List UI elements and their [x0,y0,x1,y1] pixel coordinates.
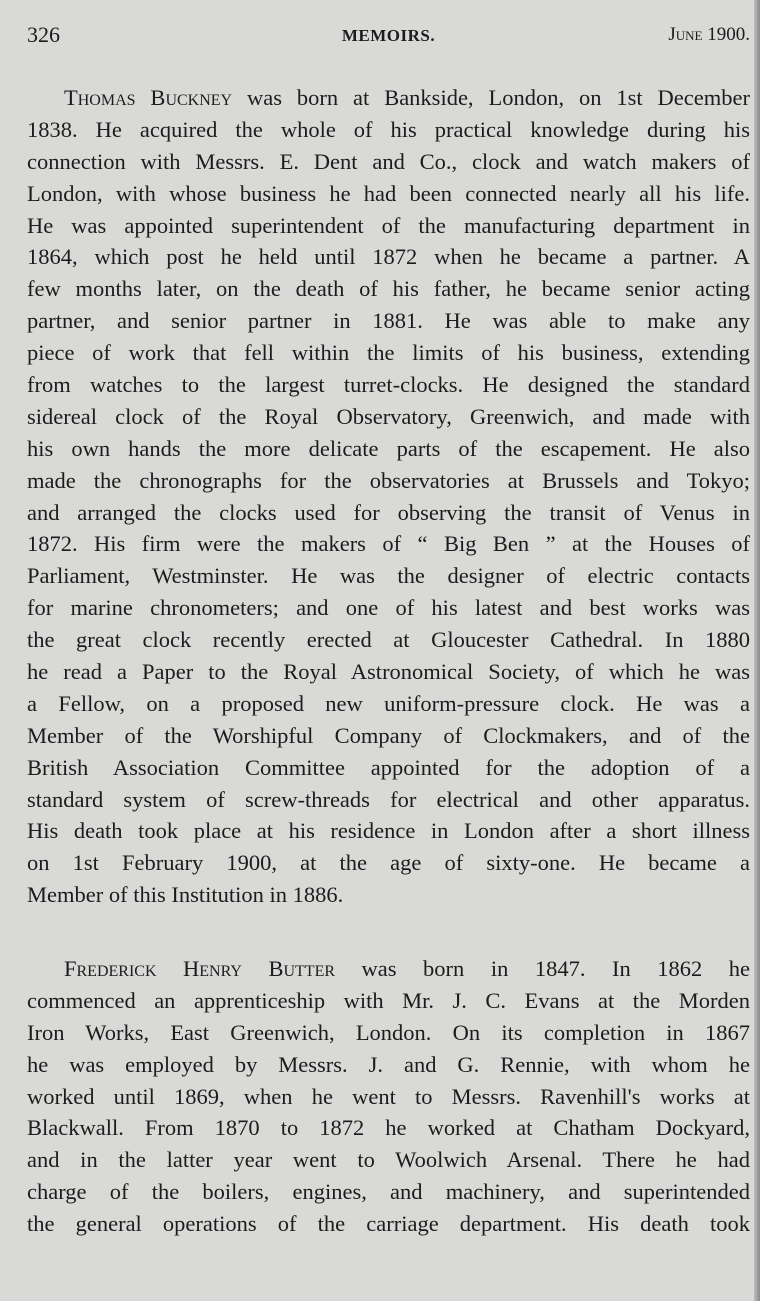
text-line: commenced an apprenticeship with Mr. J. C. Evans at the Morden [27,987,750,1013]
text-line: on 1st February 1900, at the age of sixty-one. He became a [27,850,750,876]
memoir-thomas-buckney [27,82,750,911]
memoir-frederick-henry-butter [27,953,750,1240]
line-text: was born in 1847. In 1862 he [335,956,750,981]
text-line: a Fellow, on a proposed new uniform-pressure clock. He was a [27,690,750,716]
text-line: his own hands the more delicate parts of the escapement. He also [27,435,750,461]
text-line: partner, and senior partner in 1881. He was able to make any [27,308,750,334]
text-line: from watches to the largest turret-clocks. He designed the standard [27,372,750,398]
text-line: Iron Works, East Greenwich, London. On its completion in 1867 [27,1019,750,1045]
text-line: few months later, on the death of his father, he became senior acting [27,276,750,302]
text-line: Parliament, Westminster. He was the designer of electric contacts [27,563,750,589]
memoir-subject-name: Frederick Henry Butter [64,956,336,981]
line-text: was born at Bankside, London, on 1st December [232,85,750,110]
text-line: Member of the Worshipful Company of Clockmakers, and of the [27,722,750,748]
text-line: for marine chronometers; and one of his latest and best works was [27,595,750,621]
text-line [27,953,750,985]
text-line: 1838. He acquired the whole of his practical knowledge during his [27,116,750,142]
text-line: He was appointed superintendent of the manufacturing department in [27,212,750,238]
text-line: 1872. His firm were the makers of “ Big Ben ” at the Houses of [27,531,750,557]
page-edge-shadow [754,0,760,1301]
text-line [27,82,750,114]
text-line: the general operations of the carriage department. His death took [27,1211,750,1237]
text-line: Blackwall. From 1870 to 1872 he worked at Chatham Dockyard, [27,1115,750,1141]
text-line: connection with Messrs. E. Dent and Co., clock and watch makers of [27,148,750,174]
text-line: piece of work that fell within the limits of his business, extending [27,340,750,366]
page-number: 326 [27,22,60,47]
text-line: he read a Paper to the Royal Astronomical Society, of which he was [27,659,750,685]
text-line: and in the latter year went to Woolwich Arsenal. There he had [27,1147,750,1173]
text-line: 1864, which post he held until 1872 when he became a partner. A [27,244,750,270]
text-line: and arranged the clocks used for observing the transit of Venus in [27,499,750,525]
text-line: he was employed by Messrs. J. and G. Rennie, with whom he [27,1051,750,1077]
text-line: His death took place at his residence in London after a short illness [27,818,750,844]
text-line: sidereal clock of the Royal Observatory, Greenwich, and made with [27,403,750,429]
text-line: worked until 1869, when he went to Messrs. Ravenhill's works at [27,1083,750,1109]
memoir-subject-name: Thomas Buckney [64,85,233,110]
page-header [27,22,750,52]
text-line: London, with whose business he had been connected nearly all his life. [27,180,750,206]
text-line: charge of the boilers, engines, and machinery, and superintended [27,1179,750,1205]
text-line: British Association Committee appointed for the adoption of a [27,754,750,780]
running-title: MEMOIRS. [341,26,436,45]
text-line: the great clock recently erected at Gloucester Cathedral. In 1880 [27,627,750,653]
text-line: Member of this Institution in 1886. [27,882,344,908]
text-line: made the chronographs for the observatories at Brussels and Tokyo; [27,467,750,493]
issue-date: June 1900. [668,24,750,45]
text-line: standard system of screw-threads for electrical and other apparatus. [27,786,750,812]
